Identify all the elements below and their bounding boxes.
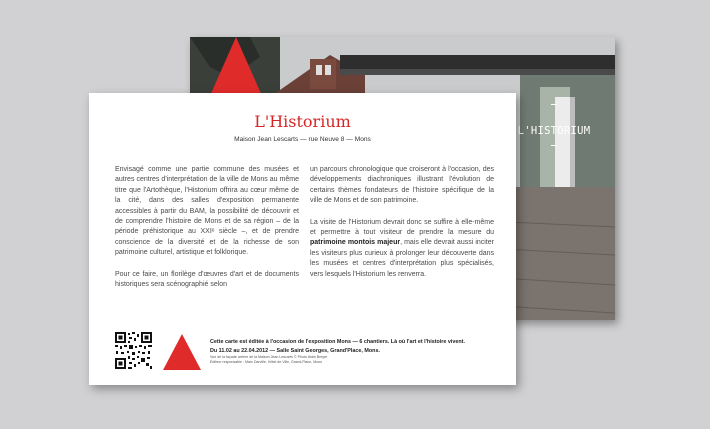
- card-subtitle: Maison Jean Lescarts — rue Neuve 8 — Mons: [234, 136, 371, 143]
- red-triangle-icon: [163, 334, 201, 370]
- brand-dash-bottom: [551, 145, 557, 146]
- footer-line-1: Cette carte est éditée à l'occasion de l'exposition Mons — 6 chantiers. Là où l'art et l'histoire vivent.: [210, 339, 465, 345]
- right-paragraph-2-start: La visite de l'Historium devrait donc se suffire à elle-même et permettre à tout visiteur de prendre la mesure du: [310, 218, 494, 237]
- left-column: [115, 165, 299, 301]
- left-paragraph-2: Pour ce faire, un florilège d'œuvres d'art et de documents historiques sera scénographié selon: [115, 270, 299, 289]
- qr-code-icon: [115, 332, 152, 369]
- left-paragraph-1: Envisagé comme une partie commune des musées et autres centres d'interprétation de la ville de Mons au même titre que l'Artothèque, l'Historium offrira au cœur même de la cité, dans des salles d'exposition permanente accessibles à partir du BAM, la possibilité de découvrir et de comprendre l'histoire de Mons et de sa région – de la période préhistorique au XXIᵉ siècle –, et de prendre conscience de la diversité et de la richesse de son patrimoine culturel, artistique et folklorique.: [115, 166, 299, 257]
- footer-credits: [210, 338, 510, 365]
- right-paragraph-2-end: , mais elle devrait aussi inciter les visiteurs plus curieux à prolonger leur découverte dans les musées et centres d'interprétation plus spécialisés, vers lesquels l'Historium les renverra.: [310, 239, 494, 278]
- brand-dash-top: [551, 104, 557, 105]
- text-postcard: [89, 93, 516, 385]
- card-title: L'Historium: [254, 112, 351, 131]
- right-paragraph-1: un parcours chronologique que croiseront à l'occasion, des développements diachroniques illustrant l'évolution de certains thèmes fondateurs de l'histoire spécifique de la ville de Mons et de son patrimoine.: [310, 166, 494, 205]
- footer-line-2: Du 11.02 au 22.04.2012 — Salle Saint Georges, Grand'Place, Mons.: [210, 347, 380, 354]
- right-paragraph-2: [310, 218, 494, 280]
- right-column: [310, 165, 494, 291]
- brand-label: L'HISTORIUM: [517, 125, 591, 137]
- footer-line-4: Éditeur responsable : Marc Darville, Hôtel de Ville, Grand-Place, Mons: [210, 360, 322, 365]
- footer-line-3: Vue de la façade arrière de la Maison Jean Lescarts © Photo Alain Breyer: [210, 355, 328, 359]
- highlight-text: patrimoine montois majeur: [310, 239, 401, 247]
